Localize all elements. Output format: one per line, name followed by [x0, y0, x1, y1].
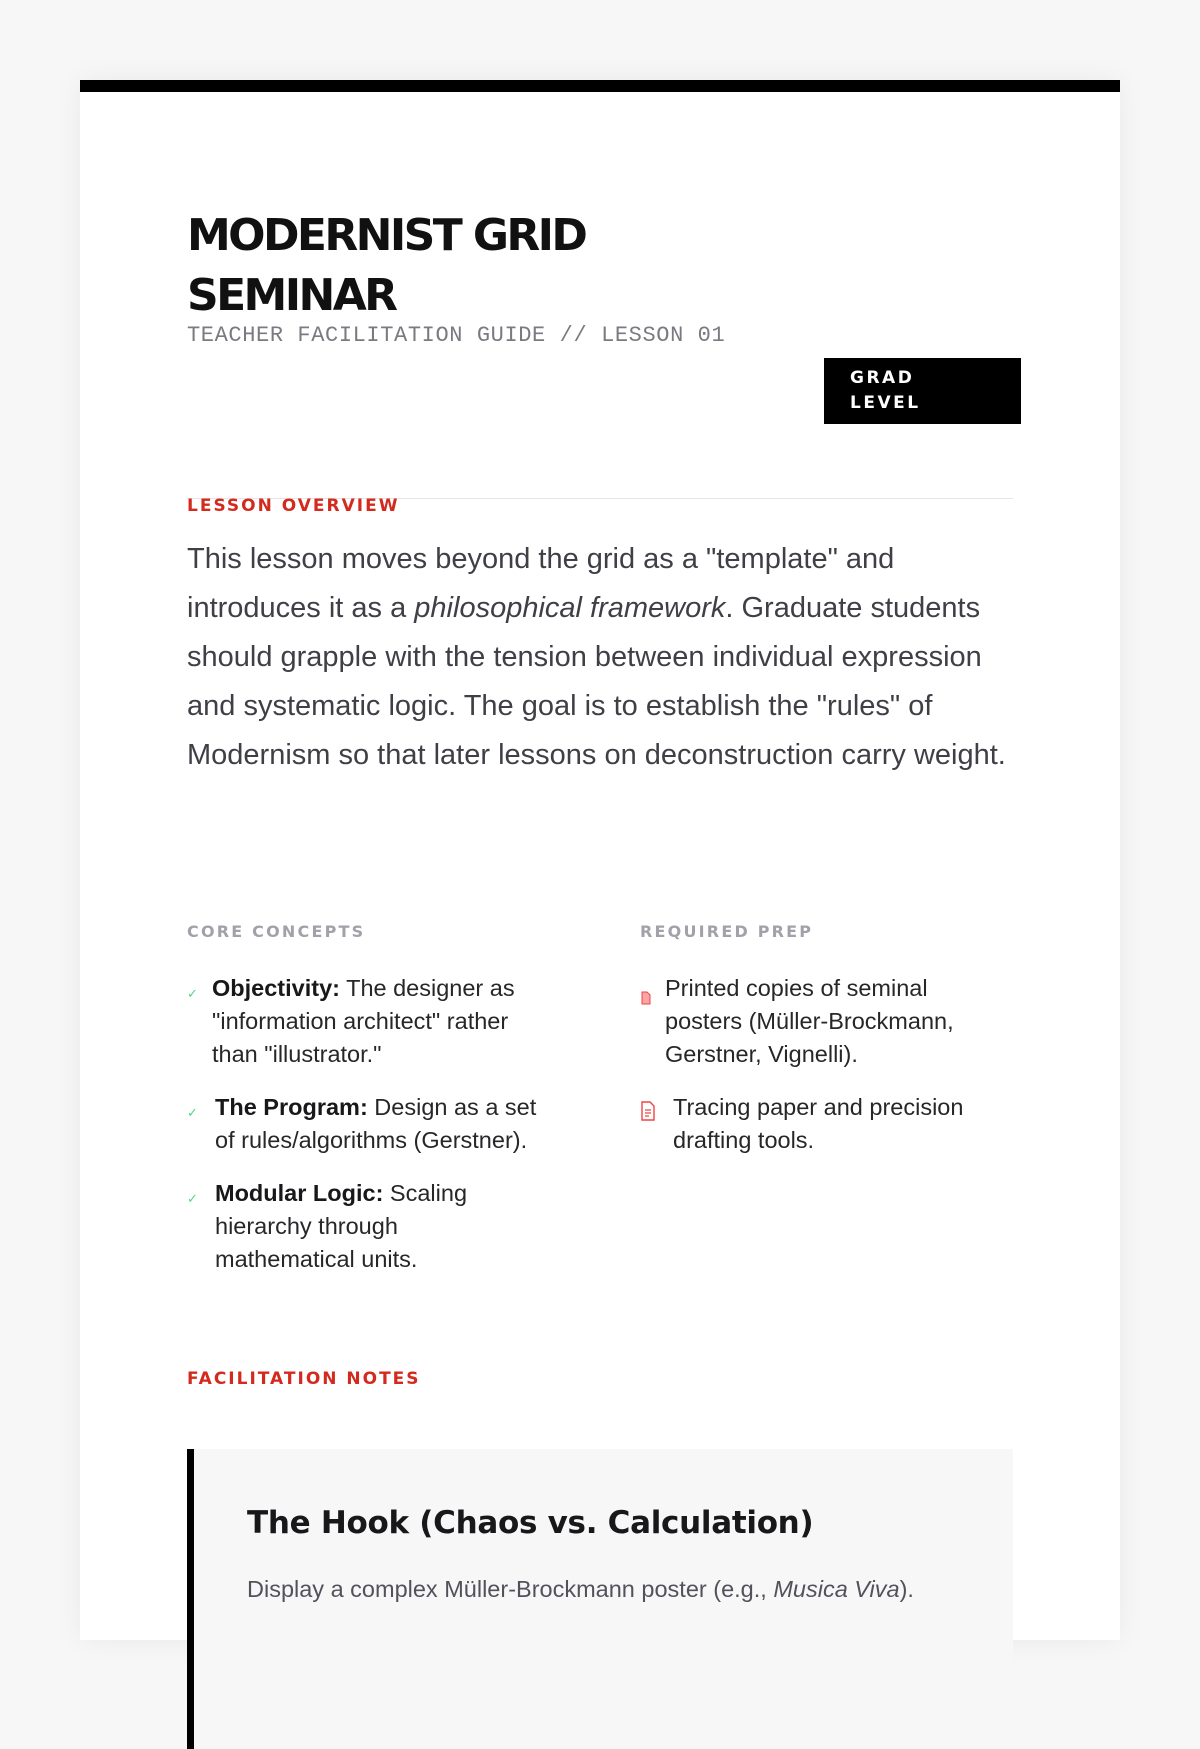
- lesson-overview-text: [187, 535, 1013, 780]
- lesson-header: [187, 206, 1013, 499]
- required-prep-heading: REQUIRED PREP: [640, 922, 814, 941]
- core-concepts-heading: CORE CONCEPTS: [187, 922, 366, 941]
- level-badge-line-1: GRAD: [850, 368, 915, 388]
- required-prep-list: [640, 972, 1000, 1177]
- concept-term: Objectivity:: [212, 975, 340, 1001]
- note-text-emphasis: Musica Viva: [773, 1576, 900, 1602]
- facilitation-notes-heading: FACILITATION NOTES: [187, 1369, 421, 1389]
- list-item: [187, 972, 557, 1071]
- document-icon: [640, 981, 652, 1014]
- page-subtitle: TEACHER FACILITATION GUIDE // LESSON 01: [187, 323, 726, 348]
- check-icon: ✓: [187, 986, 198, 1001]
- concept-text: Scaling hierarchy through mathematical units.: [215, 1180, 468, 1272]
- list-item: [640, 972, 985, 1071]
- note-text-start: Display a complex Müller-Brockmann poster (e.g.,: [247, 1576, 774, 1602]
- page-title-line-2: SEMINAR: [187, 270, 396, 321]
- level-badge: [824, 358, 1021, 424]
- note-title: The Hook (Chaos vs. Calculation): [247, 1505, 814, 1541]
- concept-term: Modular Logic:: [215, 1180, 384, 1206]
- lesson-overview-heading: LESSON OVERVIEW: [187, 496, 400, 516]
- list-item: [640, 1091, 1000, 1157]
- note-text: [247, 1573, 914, 1605]
- level-badge-line-2: LEVEL: [850, 393, 921, 413]
- list-item: [187, 1177, 505, 1276]
- check-icon: ✓: [187, 1105, 198, 1120]
- note-text-end: ).: [899, 1576, 914, 1602]
- overview-text-emphasis: philosophical framework: [414, 592, 726, 624]
- concept-term: The Program:: [215, 1094, 368, 1120]
- document-icon: [640, 1097, 656, 1130]
- page-title-line-1: MODERNIST GRID: [187, 210, 586, 261]
- lesson-card: [80, 80, 1120, 1640]
- overview-text-end: . Graduate students should grapple with the tension between individual expression and systematic logic. The goal is to establish the "rules" of Modernism so that later lessons on deconstruction carry weight.: [187, 592, 1006, 771]
- concept-text: The designer as "information architect" rather than "illustrator.": [212, 975, 515, 1067]
- concept-text: Design as a set of rules/algorithms (Gerstner).: [215, 1094, 537, 1153]
- overview-text-start: This lesson moves beyond the grid as a "template" and introduces it as a: [187, 543, 895, 624]
- core-concepts-list: [187, 972, 557, 1296]
- prep-text: Tracing paper and precision drafting tools.: [673, 1094, 964, 1153]
- prep-text: Printed copies of seminal posters (Müller-Brockmann, Gerstner, Vignelli).: [665, 975, 954, 1067]
- facilitation-note-card: [187, 1449, 1013, 1749]
- page-title: [187, 206, 707, 326]
- list-item: [187, 1091, 557, 1157]
- check-icon: ✓: [187, 1191, 198, 1206]
